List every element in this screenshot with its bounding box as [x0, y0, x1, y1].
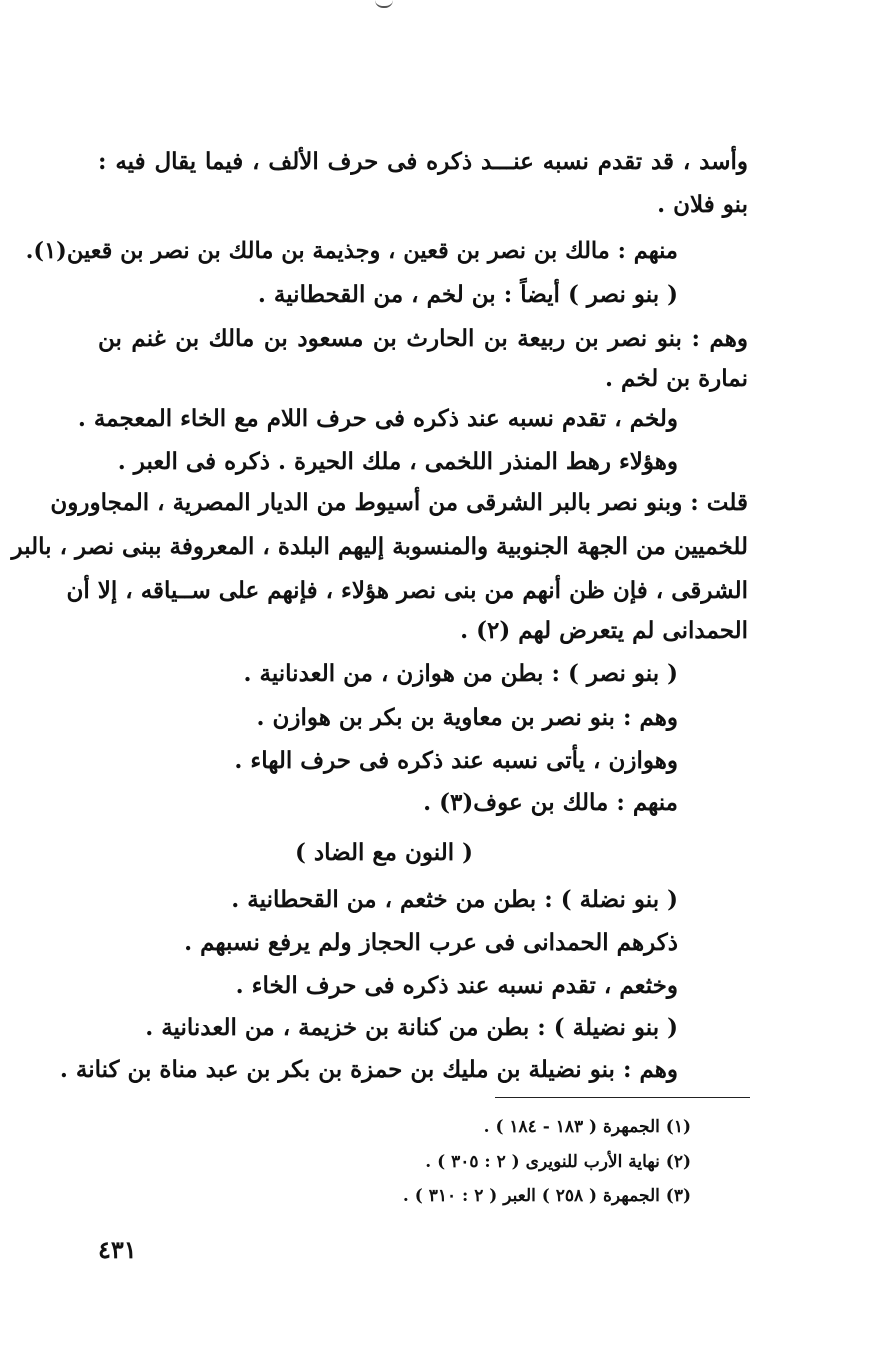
top-edge-mark — [375, 0, 393, 8]
text-line: وهم : بنو نصر بن ربيعة بن الحارث بن مسعود بن مالك بن غنم بن — [98, 325, 748, 352]
text-line: منهم : مالك بن نصر بن قعين ، وجذيمة بن مالك بن نصر بن قعين(١). — [25, 238, 678, 264]
text-line: ولخم ، تقدم نسبه عند ذكره فى حرف اللام مع الخاء المعجمة . — [77, 405, 678, 432]
text-line: وهؤلاء رهط المنذر اللخمى ، ملك الحيرة . ذكره فى العبر . — [117, 448, 678, 475]
footnote: (٣) الجمهرة ( ٢٥٨ ) العبر ( ٢ : ٣١٠ ) . — [402, 1186, 691, 1206]
text-line: وخثعم ، تقدم نسبه عند ذكره فى حرف الخاء . — [235, 972, 678, 999]
text-line: نمارة بن لخم . — [605, 365, 748, 392]
text-line: وهوازن ، يأتى نسبه عند ذكره فى حرف الهاء . — [234, 747, 678, 774]
text-line: ذكرهم الحمدانى فى عرب الحجاز ولم يرفع نسبهم . — [184, 929, 678, 956]
text-line: ( بنو نضلة ) : بطن من خثعم ، من القحطانية . — [231, 886, 678, 913]
text-line: منهم : مالك بن عوف(٣) . — [423, 789, 678, 816]
text-line: الشرقى ، فإن ظن أنهم من بنى نصر هؤلاء ، فإنهم على ســياقه ، إلا أن — [66, 577, 748, 604]
footnote-separator — [495, 1097, 750, 1098]
page-number: ٤٣١ — [98, 1235, 137, 1264]
text-line: وأسد ، قد تقدم نسبه عنـــد ذكره فى حرف الألف ، فيما يقال فيه : — [98, 148, 748, 175]
text-line: وهم : بنو نضيلة بن مليك بن حمزة بن بكر بن عبد مناة بن كنانة . — [59, 1056, 678, 1083]
footnote: (١) الجمهرة ( ١٨٣ - ١٨٤ ) . — [483, 1117, 691, 1137]
text-line: للخميين من الجهة الجنوبية والمنسوبة إليهم البلدة ، المعروفة ببنى نصر ، بالبر — [11, 533, 748, 560]
footnote: (٢) نهاية الأرب للنويرى ( ٢ : ٣٠٥ ) . — [425, 1152, 691, 1172]
text-line: قلت : وبنو نصر بالبر الشرقى من أسيوط من الديار المصرية ، المجاورون — [50, 489, 748, 516]
text-line: الحمدانى لم يتعرض لهم (٢) . — [460, 617, 748, 644]
text-line: بنو فلان . — [657, 191, 748, 218]
section-heading: ( النون مع الضاد ) — [294, 839, 473, 866]
text-line: ( بنو نضيلة ) : بطن من كنانة بن خزيمة ، من العدنانية . — [145, 1014, 678, 1041]
text-line: وهم : بنو نصر بن معاوية بن بكر بن هوازن . — [256, 704, 678, 731]
text-line: ( بنو نصر ) أيضاً : بن لخم ، من القحطانية . — [257, 281, 678, 308]
text-line: ( بنو نصر ) : بطن من هوازن ، من العدنانية . — [243, 660, 678, 687]
